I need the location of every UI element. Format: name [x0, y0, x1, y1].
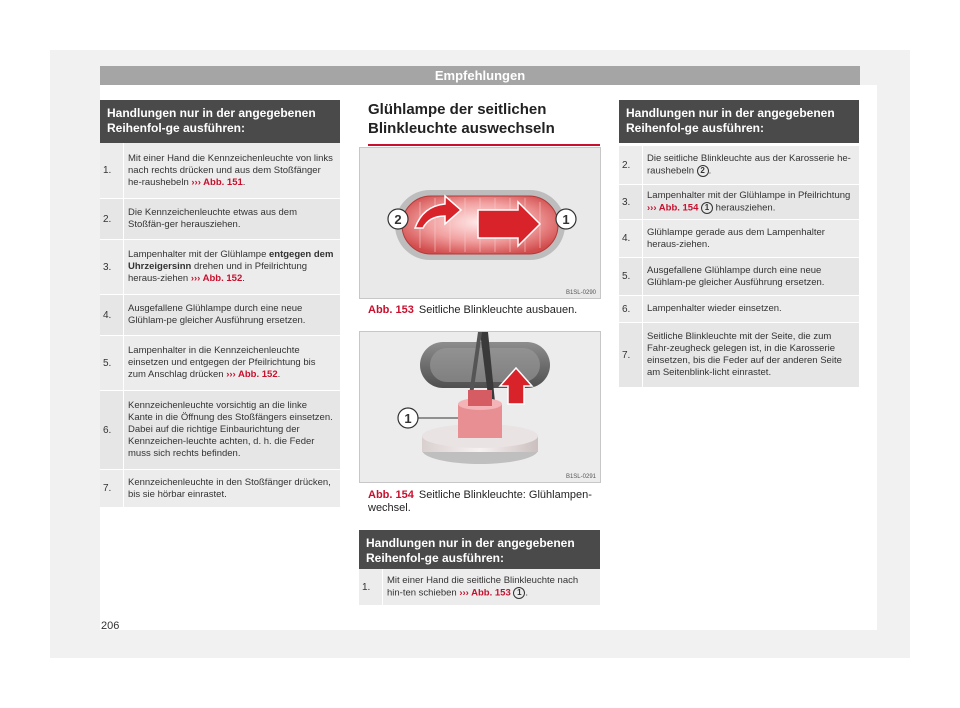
callout-badge: 1	[701, 202, 713, 214]
table-row	[100, 240, 340, 295]
step-text-body: Ausgefallene Glühlampe durch eine neue Glühlam-pe gleicher Ausführung ersetzen.	[647, 264, 825, 288]
step-text	[642, 146, 859, 184]
figure-caption-text: Seitliche Blinkleuchte ausbauen.	[418, 304, 578, 316]
step-text	[123, 240, 340, 294]
step-text	[642, 323, 859, 387]
table-row	[619, 220, 859, 258]
figure-number: Abb. 153	[368, 304, 414, 316]
step-text	[382, 569, 600, 605]
figure-ref-link[interactable]: ››› Abb. 152	[190, 273, 243, 284]
step-text	[642, 296, 859, 322]
step-number: 1.	[103, 165, 112, 176]
step-number: 6.	[622, 303, 631, 315]
step-suffix: herausziehen.	[713, 202, 776, 214]
table-heading: Handlungen nur in der angegebenen Reihenfol-ge ausführen:	[100, 100, 340, 143]
callout-2: 2	[394, 212, 402, 227]
step-text	[123, 295, 340, 335]
callout-1: 1	[562, 212, 570, 227]
step-suffix: .	[277, 369, 281, 380]
bulb-holder-illustration	[360, 332, 600, 482]
callout-badge: 2	[697, 165, 709, 177]
figure-ref-link[interactable]: ››› Abb. 151	[191, 176, 243, 188]
step-text-body: Lampenhalter wieder einsetzen.	[647, 303, 782, 314]
table-row	[100, 199, 340, 240]
step-text-body: Kennzeichenleuchte in den Stoßfänger drücken, bis sie hörbar einrastet.	[128, 476, 331, 500]
step-text-body: drehen und in Pfeilrichtung heraus-ziehen	[128, 261, 308, 284]
step-number: 5.	[622, 271, 631, 282]
step-text	[642, 258, 859, 295]
step-number: 3.	[103, 261, 112, 273]
table-heading: Handlungen nur in der angegebenen Reihenfol-ge ausführen:	[619, 100, 859, 143]
page-number: 206	[101, 620, 120, 632]
step-text	[123, 391, 340, 469]
step-text	[123, 336, 340, 390]
step-number: 7.	[622, 349, 631, 361]
step-text-body: Ausgefallene Glühlampe durch eine neue Glühlam-pe gleicher Ausführung ersetzen.	[128, 303, 306, 326]
figure-caption	[368, 304, 600, 317]
callout-1: 1	[404, 411, 412, 426]
step-suffix: .	[708, 165, 712, 177]
figure-code: B1SL-0291	[565, 474, 596, 480]
figure-number: Abb. 154	[368, 489, 414, 501]
step-text-body: Kennzeichenleuchte vorsichtig an die linke Kante in die Öffnung des Stoßfängers einsetzen. Dabei auf die richtige Einbaurichtung der Kennzeichen-leuchte achten, d. h. die Feder muss sich rechts befinden.	[128, 400, 333, 459]
figure-ref-link[interactable]: ››› Abb. 152	[226, 369, 278, 380]
step-number: 4.	[622, 233, 631, 244]
table-row	[619, 296, 859, 323]
step-number: 7.	[103, 483, 112, 494]
table-row	[100, 336, 340, 391]
step-suffix: .	[525, 587, 529, 599]
step-text-body: Seitliche Blinkleuchte mit der Seite, die zum Fahr-zeugheck gelegen ist, in die Karosserie einsetzen, bis die Feder auf der anderen Seite am Seitenblink-licht einrastet.	[647, 331, 842, 378]
table-row	[619, 323, 859, 388]
step-text-body: Lampenhalter in die Kennzeichenleuchte einsetzen und entgegen der Pfeilrichtung bis zum Anschlag drücken	[128, 345, 316, 380]
step-number: 2.	[103, 213, 112, 225]
table-row	[619, 146, 859, 185]
callout-badge: 1	[513, 587, 525, 599]
step-number: 6.	[103, 424, 112, 436]
figure-ref-link[interactable]: ››› Abb. 154	[647, 202, 699, 214]
figure-caption	[368, 489, 600, 515]
step-number: 3.	[622, 196, 631, 208]
step-text-body: Die seitliche Blinkleuchte aus der Karosserie he-raushebeln	[647, 152, 851, 177]
step-text-body: Die Kennzeichenleuchte etwas aus dem Stoßfän-ger herausziehen.	[128, 207, 297, 230]
figure-bulb-replacement	[359, 331, 601, 483]
table-row	[359, 569, 600, 606]
step-text-bold: entgegen dem Uhrzeigersinn	[128, 249, 334, 272]
right-steps-table	[619, 100, 859, 388]
table-heading: Handlungen nur in der angegebenen Reihenfol-ge ausführen:	[359, 530, 600, 569]
step-number: 5.	[103, 357, 112, 369]
step-text	[123, 143, 340, 198]
step-suffix: .	[242, 176, 246, 188]
step-text-body: Mit einer Hand die seitliche Blinkleuchte nach hin-ten schieben	[387, 574, 579, 599]
figure-ref-link[interactable]: ››› Abb. 153	[459, 587, 511, 599]
step-text-pre: Lampenhalter mit der Glühlampe	[128, 249, 269, 260]
table-row	[619, 185, 859, 220]
step-number: 4.	[103, 309, 112, 321]
figure-code: B1SL-0290	[565, 290, 596, 296]
step-text-body: Lampenhalter mit der Glühlampe in Pfeilrichtung	[647, 189, 851, 201]
middle-steps-table	[359, 530, 600, 606]
side-indicator-illustration	[360, 148, 600, 298]
table-row	[100, 143, 340, 199]
figure-side-indicator-removal	[359, 147, 601, 299]
step-text	[123, 470, 340, 507]
table-row	[100, 391, 340, 470]
section-header: Empfehlungen	[100, 66, 860, 85]
section-title: Glühlampe der seitlichen Blinkleuchte auswechseln	[368, 100, 600, 146]
step-text-body: Mit einer Hand die Kennzeichenleuchte von links nach rechts drücken und aus dem Stoßfänger he-raushebeln	[128, 152, 333, 188]
table-row	[100, 295, 340, 336]
step-number: 2.	[622, 159, 631, 171]
step-text	[123, 199, 340, 239]
step-number: 1.	[362, 581, 371, 593]
left-steps-table	[100, 100, 340, 508]
table-row	[100, 470, 340, 508]
step-text	[642, 185, 859, 219]
table-row	[619, 258, 859, 296]
step-text-body: Glühlampe gerade aus dem Lampenhalter heraus-ziehen.	[647, 226, 825, 250]
figure-caption-text: Seitliche Blinkleuchte: Glühlampen-wechsel.	[368, 489, 592, 514]
step-suffix: .	[242, 273, 245, 284]
step-text	[642, 220, 859, 257]
